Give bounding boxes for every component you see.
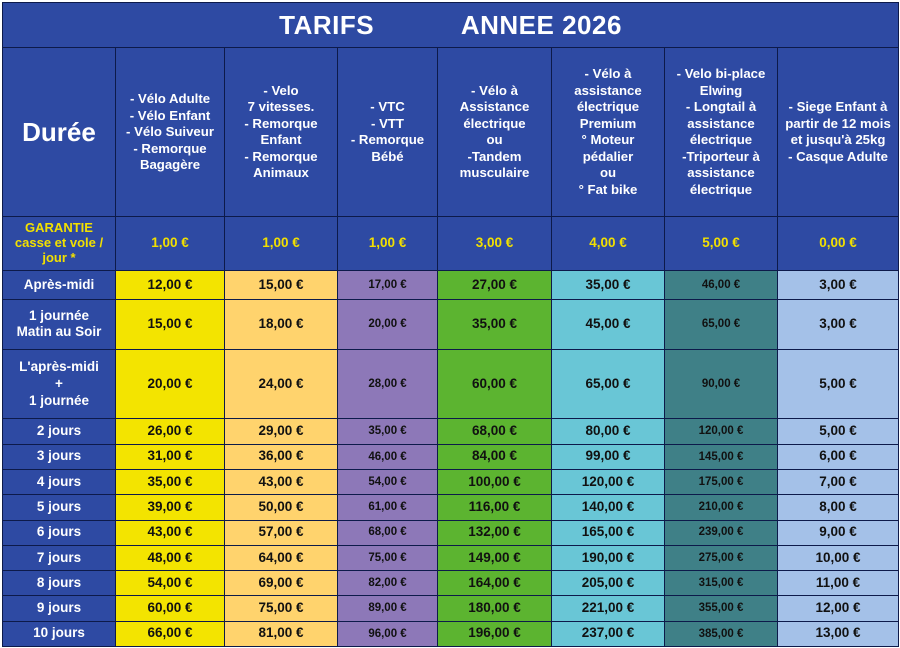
column-header-vtc-vtt: - VTC - VTT - Remorque Bébé bbox=[338, 48, 438, 217]
title-row bbox=[3, 3, 899, 48]
price-cell: 60,00 € bbox=[116, 596, 225, 621]
garantie-value: 5,00 € bbox=[665, 217, 778, 271]
price-cell: 27,00 € bbox=[438, 270, 552, 299]
price-cell: 132,00 € bbox=[438, 520, 552, 545]
price-cell: 43,00 € bbox=[225, 470, 338, 495]
price-cell: 18,00 € bbox=[225, 300, 338, 350]
price-cell: 65,00 € bbox=[665, 300, 778, 350]
price-cell: 65,00 € bbox=[552, 349, 665, 419]
price-cell: 46,00 € bbox=[665, 270, 778, 299]
price-cell: 149,00 € bbox=[438, 545, 552, 570]
price-cell: 205,00 € bbox=[552, 571, 665, 596]
price-cell: 12,00 € bbox=[778, 596, 899, 621]
price-cell: 10,00 € bbox=[778, 545, 899, 570]
price-cell: 145,00 € bbox=[665, 444, 778, 469]
table-row bbox=[3, 545, 899, 570]
garantie-row bbox=[3, 217, 899, 271]
row-label: 3 jours bbox=[3, 444, 116, 469]
price-cell: 24,00 € bbox=[225, 349, 338, 419]
column-header-velo-adulte: - Vélo Adulte - Vélo Enfant - Vélo Suiveur - Remorque Bagagère bbox=[116, 48, 225, 217]
price-cell: 81,00 € bbox=[225, 621, 338, 646]
price-cell: 54,00 € bbox=[338, 470, 438, 495]
table-row bbox=[3, 444, 899, 469]
price-cell: 28,00 € bbox=[338, 349, 438, 419]
garantie-value: 0,00 € bbox=[778, 217, 899, 271]
garantie-label: GARANTIE casse et vole / jour * bbox=[3, 217, 116, 271]
garantie-value: 4,00 € bbox=[552, 217, 665, 271]
price-cell: 140,00 € bbox=[552, 495, 665, 520]
price-cell: 9,00 € bbox=[778, 520, 899, 545]
price-cell: 175,00 € bbox=[665, 470, 778, 495]
price-cell: 96,00 € bbox=[338, 621, 438, 646]
row-label: 1 journée Matin au Soir bbox=[3, 300, 116, 350]
table-row bbox=[3, 419, 899, 444]
price-cell: 116,00 € bbox=[438, 495, 552, 520]
price-cell: 7,00 € bbox=[778, 470, 899, 495]
price-cell: 84,00 € bbox=[438, 444, 552, 469]
table-row bbox=[3, 520, 899, 545]
column-header-biplace-longtail: - Velo bi-place Elwing - Longtail à assistance électrique -Triporteur à assistance électrique bbox=[665, 48, 778, 217]
price-cell: 68,00 € bbox=[338, 520, 438, 545]
price-cell: 90,00 € bbox=[665, 349, 778, 419]
row-label: 4 jours bbox=[3, 470, 116, 495]
price-cell: 355,00 € bbox=[665, 596, 778, 621]
price-cell: 31,00 € bbox=[116, 444, 225, 469]
table-row bbox=[3, 349, 899, 419]
row-label: 9 jours bbox=[3, 596, 116, 621]
price-cell: 45,00 € bbox=[552, 300, 665, 350]
price-cell: 64,00 € bbox=[225, 545, 338, 570]
price-cell: 20,00 € bbox=[116, 349, 225, 419]
price-cell: 82,00 € bbox=[338, 571, 438, 596]
price-cell: 60,00 € bbox=[438, 349, 552, 419]
row-label: 8 jours bbox=[3, 571, 116, 596]
price-cell: 35,00 € bbox=[438, 300, 552, 350]
price-cell: 164,00 € bbox=[438, 571, 552, 596]
column-header-accessoires: - Siege Enfant à partir de 12 mois et jusqu'à 25kg - Casque Adulte bbox=[778, 48, 899, 217]
price-cell: 29,00 € bbox=[225, 419, 338, 444]
row-label: 6 jours bbox=[3, 520, 116, 545]
column-header-velo-7-vitesses: - Velo 7 vitesses. - Remorque Enfant - Remorque Animaux bbox=[225, 48, 338, 217]
price-cell: 26,00 € bbox=[116, 419, 225, 444]
price-cell: 50,00 € bbox=[225, 495, 338, 520]
price-cell: 80,00 € bbox=[552, 419, 665, 444]
table-row bbox=[3, 495, 899, 520]
row-label: 7 jours bbox=[3, 545, 116, 570]
price-cell: 165,00 € bbox=[552, 520, 665, 545]
row-label: 2 jours bbox=[3, 419, 116, 444]
price-cell: 315,00 € bbox=[665, 571, 778, 596]
price-cell: 8,00 € bbox=[778, 495, 899, 520]
table-row bbox=[3, 571, 899, 596]
price-cell: 100,00 € bbox=[438, 470, 552, 495]
price-cell: 48,00 € bbox=[116, 545, 225, 570]
price-cell: 43,00 € bbox=[116, 520, 225, 545]
title-tarifs: TARIFS bbox=[279, 9, 375, 40]
table-row bbox=[3, 621, 899, 646]
row-label: 10 jours bbox=[3, 621, 116, 646]
price-cell: 68,00 € bbox=[438, 419, 552, 444]
price-cell: 275,00 € bbox=[665, 545, 778, 570]
page-title bbox=[3, 3, 899, 48]
price-cell: 221,00 € bbox=[552, 596, 665, 621]
garantie-value: 1,00 € bbox=[225, 217, 338, 271]
column-header-vae-tandem: - Vélo à Assistance électrique ou -Tandem musculaire bbox=[438, 48, 552, 217]
price-cell: 35,00 € bbox=[552, 270, 665, 299]
price-cell: 61,00 € bbox=[338, 495, 438, 520]
price-cell: 99,00 € bbox=[552, 444, 665, 469]
garantie-value: 1,00 € bbox=[338, 217, 438, 271]
price-cell: 57,00 € bbox=[225, 520, 338, 545]
price-cell: 54,00 € bbox=[116, 571, 225, 596]
table-row bbox=[3, 270, 899, 299]
row-label: Après-midi bbox=[3, 270, 116, 299]
price-cell: 36,00 € bbox=[225, 444, 338, 469]
tariff-table bbox=[2, 2, 899, 647]
garantie-value: 1,00 € bbox=[116, 217, 225, 271]
price-cell: 190,00 € bbox=[552, 545, 665, 570]
title-year: ANNEE 2026 bbox=[460, 9, 622, 40]
price-cell: 120,00 € bbox=[665, 419, 778, 444]
price-cell: 35,00 € bbox=[338, 419, 438, 444]
price-cell: 13,00 € bbox=[778, 621, 899, 646]
column-header-vae-premium: - Vélo à assistance électrique Premium ° Moteur pédalier ou ° Fat bike bbox=[552, 48, 665, 217]
price-cell: 39,00 € bbox=[116, 495, 225, 520]
price-cell: 120,00 € bbox=[552, 470, 665, 495]
row-label: 5 jours bbox=[3, 495, 116, 520]
price-cell: 15,00 € bbox=[116, 300, 225, 350]
price-cell: 6,00 € bbox=[778, 444, 899, 469]
price-cell: 75,00 € bbox=[338, 545, 438, 570]
garantie-value: 3,00 € bbox=[438, 217, 552, 271]
price-cell: 3,00 € bbox=[778, 300, 899, 350]
price-cell: 385,00 € bbox=[665, 621, 778, 646]
price-cell: 17,00 € bbox=[338, 270, 438, 299]
price-cell: 35,00 € bbox=[116, 470, 225, 495]
column-header-duree: Durée bbox=[3, 48, 116, 217]
price-cell: 12,00 € bbox=[116, 270, 225, 299]
price-cell: 15,00 € bbox=[225, 270, 338, 299]
price-cell: 237,00 € bbox=[552, 621, 665, 646]
table-row bbox=[3, 470, 899, 495]
price-cell: 69,00 € bbox=[225, 571, 338, 596]
price-cell: 46,00 € bbox=[338, 444, 438, 469]
table-row bbox=[3, 596, 899, 621]
price-cell: 5,00 € bbox=[778, 349, 899, 419]
price-cell: 5,00 € bbox=[778, 419, 899, 444]
price-cell: 196,00 € bbox=[438, 621, 552, 646]
price-cell: 3,00 € bbox=[778, 270, 899, 299]
price-cell: 239,00 € bbox=[665, 520, 778, 545]
price-cell: 11,00 € bbox=[778, 571, 899, 596]
price-cell: 89,00 € bbox=[338, 596, 438, 621]
price-cell: 180,00 € bbox=[438, 596, 552, 621]
price-cell: 66,00 € bbox=[116, 621, 225, 646]
price-cell: 20,00 € bbox=[338, 300, 438, 350]
price-cell: 210,00 € bbox=[665, 495, 778, 520]
price-cell: 75,00 € bbox=[225, 596, 338, 621]
row-label: L'après-midi + 1 journée bbox=[3, 349, 116, 419]
table-row bbox=[3, 300, 899, 350]
header-row bbox=[3, 48, 899, 217]
